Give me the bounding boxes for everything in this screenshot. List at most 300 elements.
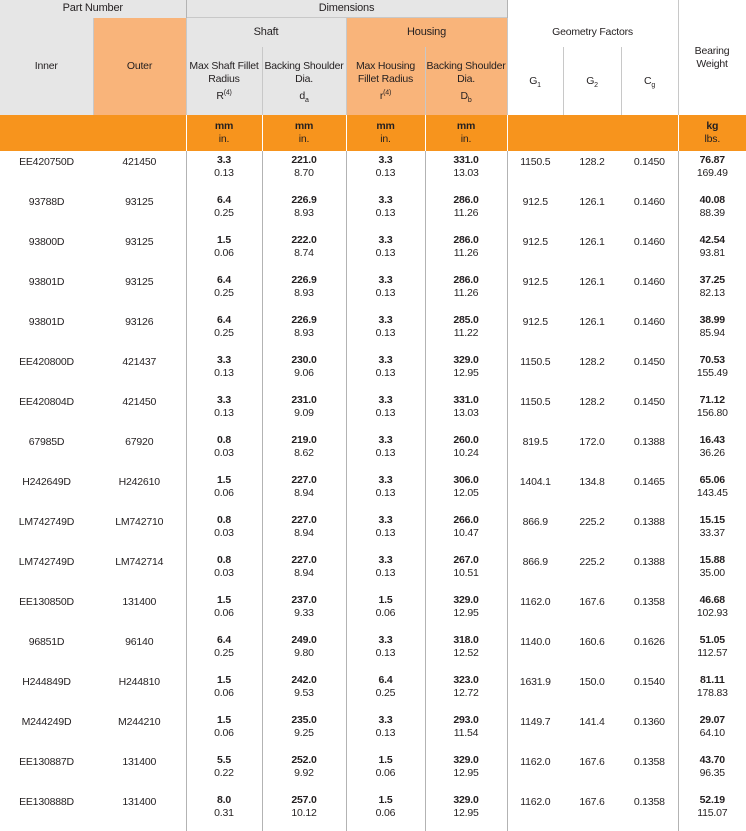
value-lbs: 155.49 — [696, 367, 728, 379]
value-mm: 329.0 — [453, 754, 479, 766]
shaft-fillet-radius — [186, 191, 262, 231]
g1-value: 912.5 — [522, 316, 548, 328]
g1-value: 1162.0 — [520, 596, 551, 608]
value-kg: 15.15 — [699, 514, 725, 526]
table-row — [0, 551, 746, 591]
bearing-weight — [678, 791, 746, 831]
cg-value: 0.1540 — [621, 671, 678, 711]
outer-part-number: H244810 — [93, 671, 186, 711]
inner-part-number: M244249D — [21, 716, 72, 728]
value-in: 0.06 — [214, 727, 234, 739]
value-in: 12.95 — [453, 367, 479, 379]
value-mm: 286.0 — [453, 274, 479, 286]
value-lbs: 35.00 — [699, 567, 725, 579]
value-mm: 285.0 — [453, 314, 479, 326]
value-mm: 219.0 — [291, 434, 317, 446]
shaft-fillet-radius — [186, 551, 262, 591]
housing-fillet-radius — [346, 791, 425, 831]
shaft-fillet-radius — [186, 151, 262, 191]
table-row — [0, 231, 746, 271]
table-row — [0, 311, 746, 351]
units-housing-fillet — [346, 115, 425, 151]
value-lbs: 178.83 — [696, 687, 728, 699]
value-mm: 3.3 — [378, 714, 393, 726]
shaft-fillet-radius — [186, 591, 262, 631]
bearing-weight — [678, 471, 746, 511]
housing-backing-diameter — [425, 271, 507, 311]
shaft-backing-diameter — [262, 551, 346, 591]
housing-backing-diameter — [425, 431, 507, 471]
shaft-fillet-radius — [186, 671, 262, 711]
value-mm: 3.3 — [378, 154, 393, 166]
value-kg: 40.08 — [699, 194, 725, 206]
housing-backing-diameter — [425, 551, 507, 591]
value-in: 0.13 — [375, 447, 396, 459]
value-mm: 221.0 — [291, 154, 317, 166]
value-mm: 6.4 — [217, 314, 231, 326]
housing-fillet-radius — [346, 351, 425, 391]
value-in: 12.95 — [453, 807, 479, 819]
units-inner-blank — [0, 115, 93, 151]
value-mm: 226.9 — [291, 194, 317, 206]
value-mm: 6.4 — [217, 274, 231, 286]
value-in: 0.03 — [214, 527, 234, 539]
housing-fillet-radius — [346, 751, 425, 791]
bearing-weight — [678, 151, 746, 191]
table-row — [0, 271, 746, 311]
g1-value: 866.9 — [522, 516, 548, 528]
housing-fillet-radius — [346, 471, 425, 511]
housing-backing-diameter — [425, 231, 507, 271]
value-in: 10.24 — [453, 447, 479, 459]
table-row — [0, 151, 746, 191]
shaft-backing-diameter — [262, 391, 346, 431]
value-mm: 331.0 — [453, 154, 479, 166]
cg-value: 0.1626 — [621, 631, 678, 671]
value-mm: 227.0 — [291, 474, 317, 486]
value-in: 0.13 — [214, 407, 234, 419]
bearing-weight — [678, 671, 746, 711]
inner-part-number: EE130850D — [19, 596, 74, 608]
unit-mm: mm — [214, 120, 234, 132]
cg-value: 0.1450 — [621, 351, 678, 391]
inner-part-number: EE130887D — [19, 756, 74, 768]
value-in: 0.25 — [214, 327, 234, 339]
bearing-weight — [678, 391, 746, 431]
value-in: 11.26 — [453, 207, 479, 219]
inner-part-number: EE130888D — [19, 796, 74, 808]
value-mm: 8.0 — [217, 794, 231, 806]
value-mm: 267.0 — [453, 554, 479, 566]
shaft-fillet-symbol: $R^{(4)}$ — [216, 89, 232, 102]
housing-fillet-radius — [346, 151, 425, 191]
value-mm: 0.8 — [217, 554, 231, 566]
value-kg: 15.88 — [699, 554, 725, 566]
value-mm: 1.5 — [378, 594, 393, 606]
value-in: 9.80 — [294, 647, 314, 659]
value-in: 0.03 — [214, 567, 234, 579]
g1-value: 1404.1 — [519, 476, 551, 488]
housing-fillet-radius — [346, 311, 425, 351]
value-mm: 318.0 — [453, 634, 479, 646]
value-in: 12.95 — [453, 767, 479, 779]
value-kg: 76.87 — [699, 154, 725, 166]
cg-value: 0.1388 — [621, 551, 678, 591]
g2-header: $G_2$ — [563, 47, 621, 115]
shaft-fillet-radius — [186, 271, 262, 311]
value-kg: 51.05 — [699, 634, 725, 646]
housing-backing-diameter — [425, 151, 507, 191]
value-in: 0.03 — [214, 447, 234, 459]
cg-header: $C_g$ — [621, 47, 678, 115]
value-mm: 3.3 — [217, 154, 231, 166]
g2-value: 172.0 — [579, 436, 605, 448]
shaft-fillet-radius — [186, 351, 262, 391]
shaft-fillet-radius — [186, 231, 262, 271]
outer-part-number: 421450 — [93, 391, 186, 431]
inner-part-number: EE420800D — [19, 356, 74, 368]
units-g2-blank — [563, 115, 621, 151]
value-mm: 242.0 — [291, 674, 317, 686]
g2-value: 167.6 — [579, 796, 605, 808]
g2-value: 150.0 — [579, 676, 605, 688]
housing-backing-symbol: $D_b$ — [460, 89, 472, 104]
value-mm: 0.8 — [217, 514, 231, 526]
value-mm: 3.3 — [378, 514, 393, 526]
units-shaft-fillet — [186, 115, 262, 151]
bearing-weight — [678, 711, 746, 751]
value-in: 8.93 — [294, 327, 314, 339]
table-row — [0, 471, 746, 511]
value-mm: 252.0 — [291, 754, 317, 766]
value-mm: 286.0 — [453, 234, 479, 246]
shaft-backing-diameter — [262, 591, 346, 631]
value-mm: 6.4 — [217, 634, 231, 646]
g2-value: 167.6 — [579, 756, 605, 768]
value-mm: 329.0 — [453, 354, 479, 366]
shaft-fillet-radius — [186, 431, 262, 471]
value-in: 9.33 — [294, 607, 314, 619]
housing-fillet-radius — [346, 591, 425, 631]
bearing-weight — [678, 191, 746, 231]
table-row — [0, 671, 746, 711]
value-in: 0.25 — [375, 687, 396, 699]
shaft-backing-diameter — [262, 151, 346, 191]
outer-part-number: 131400 — [93, 751, 186, 791]
housing-backing-diameter — [425, 711, 507, 751]
bearing-weight — [678, 591, 746, 631]
value-kg: 38.99 — [699, 314, 725, 326]
value-lbs: 156.80 — [696, 407, 728, 419]
value-lbs: 96.35 — [699, 767, 725, 779]
value-mm: 3.3 — [378, 634, 393, 646]
outer-header: Outer — [93, 18, 186, 116]
value-mm: 3.3 — [378, 474, 393, 486]
value-in: 0.13 — [375, 647, 396, 659]
value-in: 0.13 — [214, 367, 234, 379]
value-in: 0.06 — [214, 687, 234, 699]
table-body — [0, 151, 746, 831]
shaft-backing-diameter — [262, 311, 346, 351]
value-in: 10.12 — [291, 807, 317, 819]
housing-backing-diameter — [425, 631, 507, 671]
units-housing-backing — [425, 115, 507, 151]
unit-in: in. — [298, 133, 310, 145]
value-mm: 3.3 — [378, 554, 393, 566]
housing-backing-diameter — [425, 471, 507, 511]
value-in: 0.22 — [214, 767, 234, 779]
value-in: 8.94 — [294, 567, 314, 579]
bearing-weight — [678, 431, 746, 471]
bearing-weight — [678, 351, 746, 391]
value-in: 0.06 — [375, 807, 396, 819]
inner-part-number: EE420804D — [19, 396, 74, 408]
cg-value: 0.1460 — [621, 191, 678, 231]
value-in: 9.06 — [294, 367, 314, 379]
value-mm: 3.3 — [378, 194, 393, 206]
value-in: 0.13 — [375, 327, 396, 339]
cg-value: 0.1358 — [621, 751, 678, 791]
value-lbs: 88.39 — [699, 207, 725, 219]
unit-in: in. — [380, 133, 391, 145]
value-in: 11.26 — [453, 247, 479, 259]
housing-header: Housing — [346, 18, 507, 48]
value-mm: 257.0 — [291, 794, 317, 806]
value-in: 11.22 — [453, 327, 479, 339]
value-in: 0.13 — [375, 487, 396, 499]
value-mm: 1.5 — [217, 594, 231, 606]
bearing-weight — [678, 231, 746, 271]
table-row — [0, 431, 746, 471]
housing-fillet-radius — [346, 391, 425, 431]
g1-value: 1150.5 — [520, 356, 551, 368]
housing-fillet-symbol: $r^{(4)}$ — [379, 89, 392, 102]
value-mm: 235.0 — [291, 714, 317, 726]
bearing-weight — [678, 511, 746, 551]
outer-part-number: H242610 — [93, 471, 186, 511]
value-mm: 3.3 — [378, 274, 393, 286]
g1-value: 1162.0 — [520, 756, 551, 768]
value-mm: 230.0 — [291, 354, 317, 366]
table-row — [0, 191, 746, 231]
value-mm: 3.3 — [378, 354, 393, 366]
table-row — [0, 791, 746, 831]
housing-backing-diameter — [425, 591, 507, 631]
housing-backing-header — [425, 47, 507, 115]
value-mm: 266.0 — [453, 514, 479, 526]
table-row — [0, 631, 746, 671]
cg-value: 0.1388 — [621, 431, 678, 471]
value-mm: 286.0 — [453, 194, 479, 206]
shaft-backing-symbol: $d_a$ — [299, 89, 309, 104]
table-row — [0, 391, 746, 431]
value-mm: 222.0 — [291, 234, 317, 246]
unit-mm: mm — [456, 120, 476, 132]
value-kg: 71.12 — [699, 394, 725, 406]
unit-mm: mm — [294, 120, 314, 132]
housing-backing-diameter — [425, 191, 507, 231]
cg-value: 0.1460 — [621, 231, 678, 271]
g2-value: 160.6 — [579, 636, 605, 648]
inner-part-number: H244849D — [22, 676, 71, 688]
value-mm: 226.9 — [291, 314, 317, 326]
units-outer-blank — [93, 115, 186, 151]
value-mm: 1.5 — [217, 714, 231, 726]
shaft-backing-diameter — [262, 351, 346, 391]
value-kg: 43.70 — [699, 754, 725, 766]
outer-part-number: LM742714 — [93, 551, 186, 591]
value-in: 0.25 — [214, 647, 234, 659]
shaft-fillet-radius — [186, 711, 262, 751]
outer-part-number: M244210 — [93, 711, 186, 751]
value-mm: 293.0 — [453, 714, 479, 726]
outer-part-number: 93125 — [93, 271, 186, 311]
inner-part-number: LM742749D — [18, 556, 75, 568]
housing-backing-diameter — [425, 311, 507, 351]
value-lbs: 143.45 — [696, 487, 728, 499]
inner-part-number: H242649D — [22, 476, 71, 488]
shaft-backing-diameter — [262, 751, 346, 791]
value-in: 11.26 — [453, 287, 479, 299]
housing-backing-diameter — [425, 351, 507, 391]
g2-value: 141.4 — [579, 716, 605, 728]
shaft-backing-diameter — [262, 191, 346, 231]
value-kg: 16.43 — [699, 434, 725, 446]
value-in: 8.94 — [294, 527, 314, 539]
max-housing-fillet-header — [346, 47, 425, 115]
value-lbs: 82.13 — [699, 287, 725, 299]
table-row — [0, 351, 746, 391]
g2-value: 225.2 — [579, 516, 605, 528]
inner-part-number: 96851D — [28, 636, 65, 648]
shaft-fillet-radius — [186, 471, 262, 511]
value-in: 0.13 — [375, 287, 396, 299]
value-lbs: 115.07 — [697, 807, 728, 819]
value-mm: 1.5 — [378, 754, 393, 766]
value-lbs: 169.49 — [696, 167, 728, 179]
g2-value: 126.1 — [579, 196, 605, 208]
value-mm: 0.8 — [217, 434, 231, 446]
cg-value: 0.1465 — [621, 471, 678, 511]
g1-value: 1150.5 — [520, 156, 551, 168]
value-in: 0.06 — [214, 487, 234, 499]
units-row — [0, 115, 746, 151]
value-mm: 227.0 — [291, 554, 317, 566]
shaft-backing-diameter — [262, 271, 346, 311]
outer-part-number: 93125 — [93, 231, 186, 271]
shaft-header: Shaft — [186, 18, 346, 48]
value-kg: 81.11 — [699, 674, 725, 686]
table-row — [0, 751, 746, 791]
value-in: 9.25 — [294, 727, 314, 739]
value-in: 0.13 — [375, 407, 396, 419]
value-mm: 227.0 — [291, 514, 317, 526]
value-mm: 3.3 — [378, 234, 393, 246]
value-lbs: 33.37 — [699, 527, 725, 539]
value-in: 12.95 — [453, 607, 479, 619]
value-in: 13.03 — [453, 167, 479, 179]
outer-part-number: 67920 — [93, 431, 186, 471]
value-in: 0.13 — [375, 367, 396, 379]
value-in: 11.54 — [453, 727, 479, 739]
unit-kg: kg — [706, 120, 719, 132]
value-mm: 3.3 — [217, 394, 231, 406]
unit-in: in. — [218, 133, 230, 145]
bearing-weight-header: Bearing Weight — [678, 0, 746, 115]
value-mm: 306.0 — [453, 474, 479, 486]
unit-in: in. — [460, 133, 472, 145]
value-mm: 226.9 — [291, 274, 317, 286]
table-row — [0, 511, 746, 551]
units-shaft-backing — [262, 115, 346, 151]
inner-part-number: LM742749D — [18, 516, 75, 528]
inner-part-number: 93788D — [28, 196, 65, 208]
housing-backing-diameter — [425, 791, 507, 831]
housing-backing-diameter — [425, 391, 507, 431]
outer-part-number: 421450 — [93, 151, 186, 191]
inner-part-number: 93801D — [28, 316, 65, 328]
value-in: 10.51 — [453, 567, 479, 579]
value-in: 0.06 — [375, 767, 396, 779]
housing-fillet-radius — [346, 711, 425, 751]
outer-part-number: 421437 — [93, 351, 186, 391]
housing-backing-diameter — [425, 751, 507, 791]
g2-value: 126.1 — [579, 236, 605, 248]
shaft-backing-diameter — [262, 671, 346, 711]
value-mm: 331.0 — [453, 394, 479, 406]
value-mm: 1.5 — [217, 674, 231, 686]
value-mm: 249.0 — [291, 634, 317, 646]
value-in: 10.47 — [453, 527, 479, 539]
value-in: 9.92 — [294, 767, 314, 779]
inner-part-number: 93800D — [28, 236, 65, 248]
value-in: 12.05 — [453, 487, 479, 499]
value-in: 8.93 — [294, 207, 314, 219]
value-in: 0.06 — [214, 607, 234, 619]
housing-fillet-radius — [346, 191, 425, 231]
bearing-weight — [678, 311, 746, 351]
value-kg: 52.19 — [699, 794, 725, 806]
value-in: 0.13 — [375, 207, 396, 219]
value-in: 12.72 — [453, 687, 479, 699]
value-in: 0.25 — [214, 287, 234, 299]
value-lbs: 102.93 — [696, 607, 728, 619]
value-in: 8.94 — [294, 487, 314, 499]
value-in: 9.53 — [294, 687, 314, 699]
housing-fillet-radius — [346, 231, 425, 271]
g1-header: $G_1$ — [507, 47, 563, 115]
shaft-fillet-radius — [186, 311, 262, 351]
geometry-factors-header: Geometry Factors — [507, 0, 678, 47]
value-in: 8.70 — [294, 167, 314, 179]
inner-part-number: 93801D — [28, 276, 65, 288]
value-mm: 260.0 — [453, 434, 479, 446]
unit-lbs: lbs. — [704, 133, 721, 145]
g1-value: 866.9 — [522, 556, 548, 568]
inner-part-number: EE420750D — [19, 156, 74, 168]
units-g1-blank — [507, 115, 563, 151]
g1-value: 1140.0 — [520, 636, 551, 648]
shaft-fillet-radius — [186, 751, 262, 791]
shaft-backing-diameter — [262, 471, 346, 511]
max-shaft-fillet-header — [186, 47, 262, 115]
value-in: 0.06 — [214, 247, 234, 259]
value-mm: 3.3 — [378, 434, 393, 446]
shaft-backing-header — [262, 47, 346, 115]
value-mm: 1.5 — [378, 794, 393, 806]
g2-value: 134.8 — [579, 476, 605, 488]
shaft-backing-diameter — [262, 431, 346, 471]
